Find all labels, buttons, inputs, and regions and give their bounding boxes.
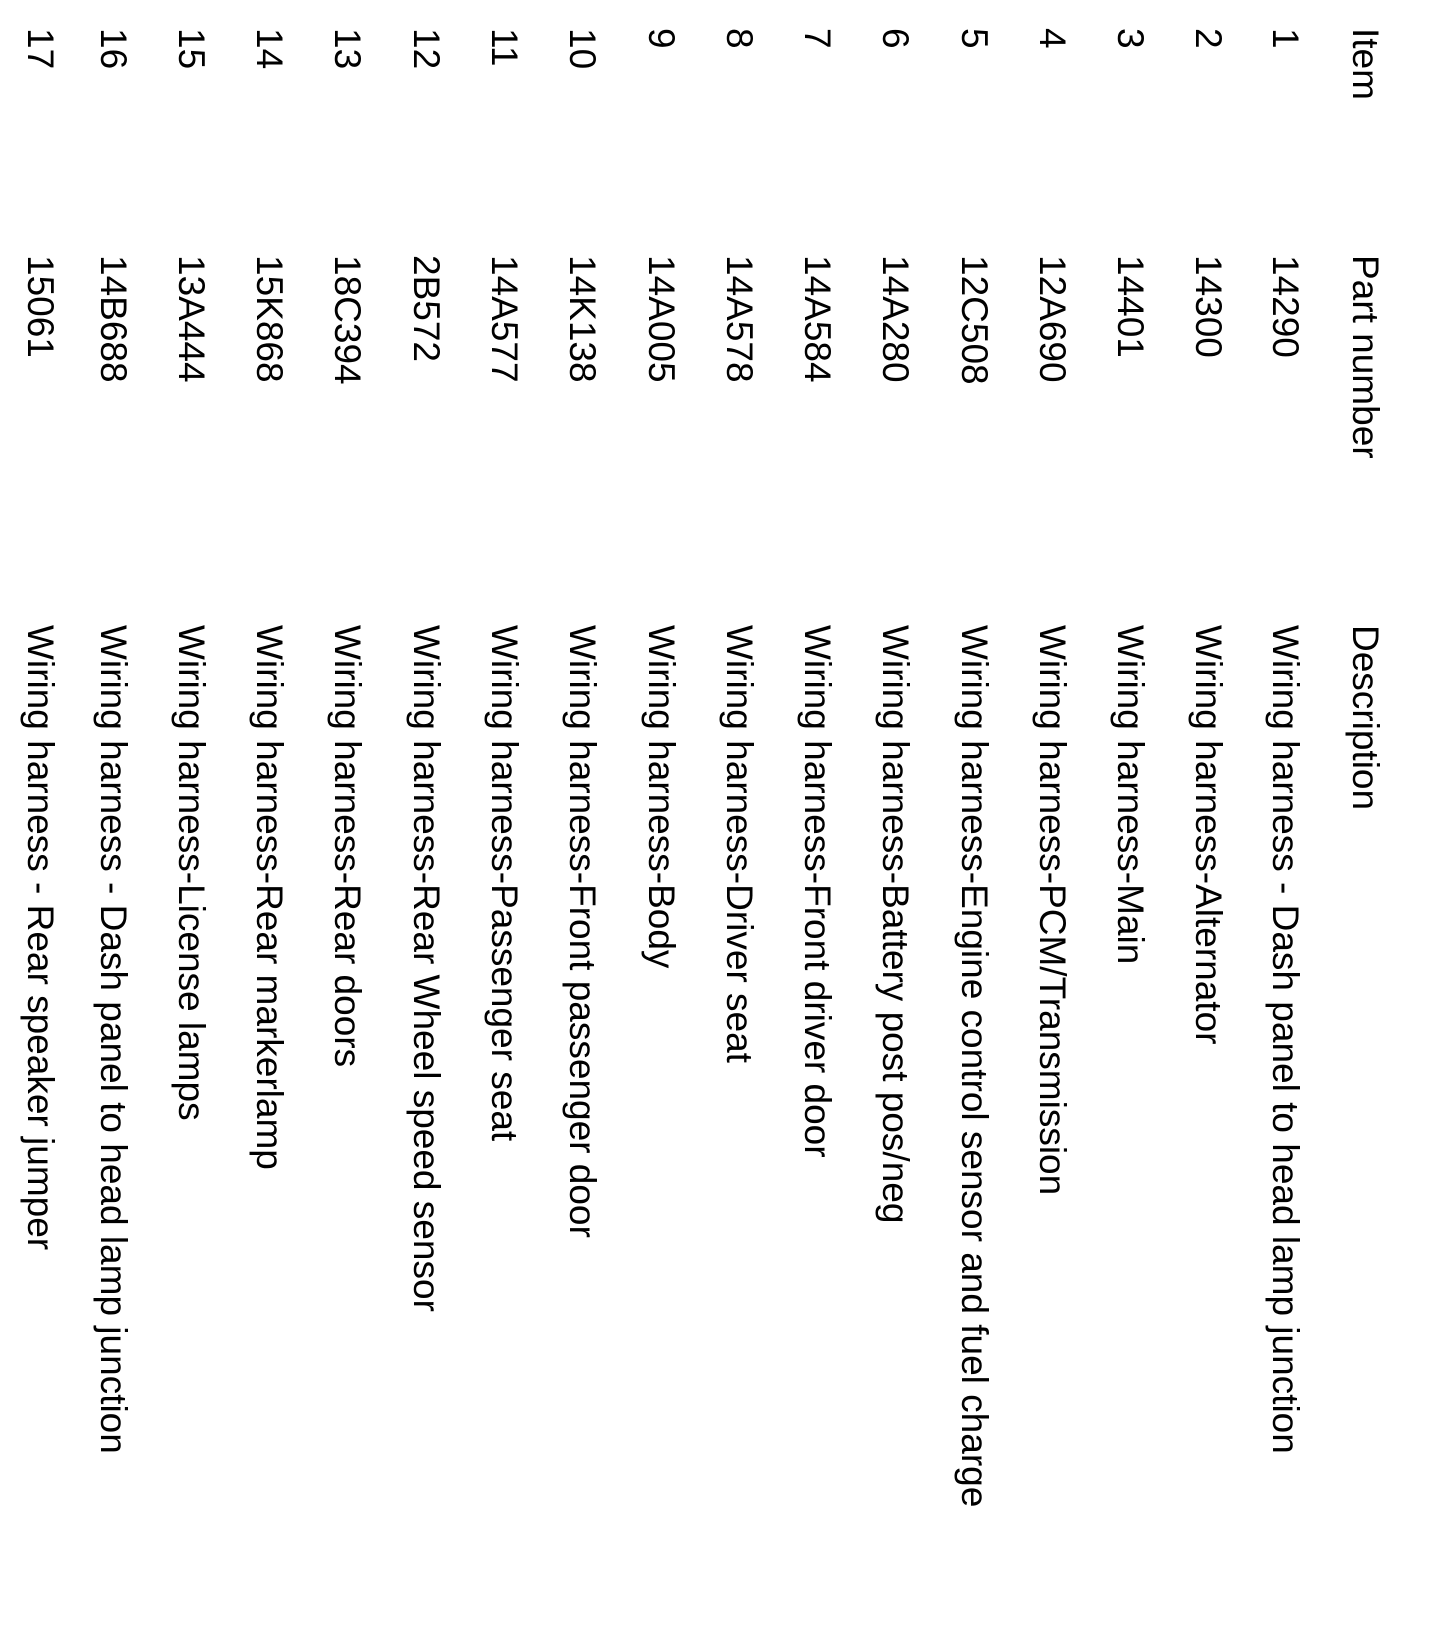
- table-row: [10, 0, 70, 1636]
- table-row: [944, 0, 1004, 1636]
- row-item: 2: [1188, 28, 1229, 49]
- row-part-number: 14A578: [719, 255, 760, 383]
- table-row: [1100, 0, 1160, 1636]
- table-row: [1022, 0, 1082, 1636]
- row-part-number: 14290: [1265, 255, 1306, 358]
- row-part-number: 14B688: [93, 255, 134, 383]
- row-item: 6: [875, 28, 916, 49]
- table-row: [1178, 0, 1238, 1636]
- row-item: 4: [1032, 28, 1073, 49]
- row-part-number: 2B572: [406, 255, 447, 362]
- row-part-number: 14A280: [875, 255, 916, 383]
- row-description: Wiring harness - Dash panel to head lamp junction: [93, 625, 134, 1454]
- row-part-number: 12A690: [1032, 255, 1073, 383]
- row-item: 15: [171, 28, 212, 70]
- row-item: 10: [562, 28, 603, 70]
- row-description: Wiring harness-Rear Wheel speed sensor: [406, 625, 447, 1312]
- header-item: Item: [1345, 28, 1386, 100]
- table-header: [1335, 0, 1395, 1636]
- row-description: Wiring harness - Rear speaker jumper: [20, 625, 61, 1251]
- table-row: [396, 0, 456, 1636]
- row-item: 13: [327, 28, 368, 70]
- row-item: 9: [641, 28, 682, 49]
- header-part-number: Part number: [1345, 255, 1386, 459]
- row-description: Wiring harness-Front driver door: [797, 625, 838, 1158]
- row-part-number: 14A584: [797, 255, 838, 383]
- row-item: 17: [20, 28, 61, 70]
- header-description: Description: [1345, 625, 1386, 811]
- row-item: 3: [1110, 28, 1151, 49]
- table-row: [161, 0, 221, 1636]
- row-item: 7: [797, 28, 838, 49]
- row-part-number: 15061: [20, 255, 61, 358]
- row-part-number: 14A577: [484, 255, 525, 383]
- row-description: Wiring harness-Main: [1110, 625, 1151, 965]
- row-description: Wiring harness-Rear doors: [327, 625, 368, 1068]
- table-row: [552, 0, 612, 1636]
- row-description: Wiring harness-License lamps: [171, 625, 212, 1121]
- row-description: Wiring harness-PCM/Transmission: [1032, 625, 1073, 1196]
- table-row: [239, 0, 299, 1636]
- table-row: [787, 0, 847, 1636]
- row-description: Wiring harness-Engine control sensor and fuel charge: [954, 625, 995, 1508]
- row-description: Wiring harness-Driver seat: [719, 625, 760, 1063]
- row-part-number: 14401: [1110, 255, 1151, 358]
- row-description: Wiring harness-Alternator: [1188, 625, 1229, 1045]
- row-part-number: 14A005: [641, 255, 682, 383]
- row-part-number: 18C394: [327, 255, 368, 385]
- row-item: 16: [93, 28, 134, 70]
- table-row: [474, 0, 534, 1636]
- row-description: Wiring harness-Battery post pos/neg: [875, 625, 916, 1224]
- row-part-number: 12C508: [954, 255, 995, 385]
- row-item: 5: [954, 28, 995, 49]
- row-part-number: 14K138: [562, 255, 603, 383]
- table-row: [631, 0, 691, 1636]
- row-description: Wiring harness-Body: [641, 625, 682, 969]
- row-part-number: 15K868: [249, 255, 290, 383]
- table-row: [317, 0, 377, 1636]
- row-description: Wiring harness-Rear markerlamp: [249, 625, 290, 1170]
- row-description: Wiring harness - Dash panel to head lamp junction: [1265, 625, 1306, 1454]
- row-part-number: 13A444: [171, 255, 212, 383]
- row-description: Wiring harness-Passenger seat: [484, 625, 525, 1142]
- table-row: [865, 0, 925, 1636]
- row-item: 14: [249, 28, 290, 70]
- row-item: 8: [719, 28, 760, 49]
- row-description: Wiring harness-Front passenger door: [562, 625, 603, 1238]
- row-item: 1: [1265, 28, 1306, 49]
- row-item: 12: [406, 28, 447, 70]
- table-row: [1255, 0, 1315, 1636]
- table-row: [709, 0, 769, 1636]
- row-item: 11: [484, 28, 525, 67]
- row-part-number: 14300: [1188, 255, 1229, 358]
- table-row: [83, 0, 143, 1636]
